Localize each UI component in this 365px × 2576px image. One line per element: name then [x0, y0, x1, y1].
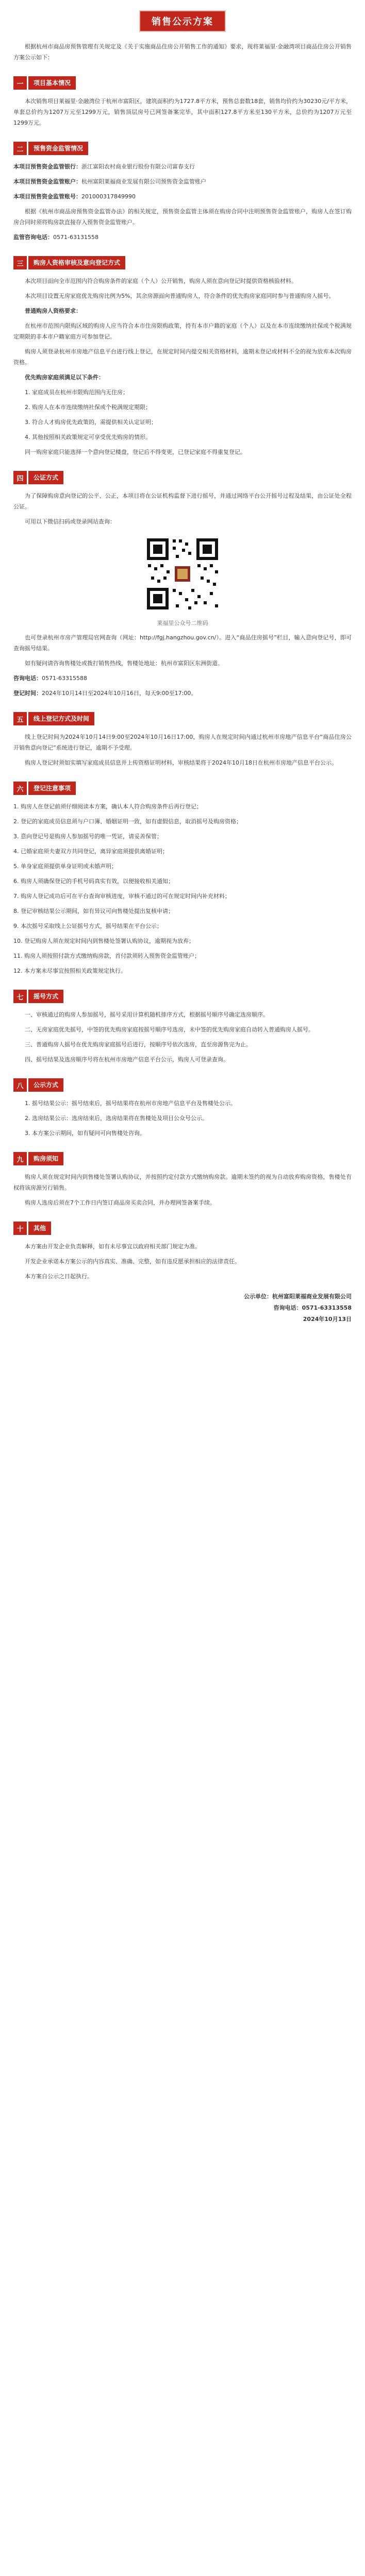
eligibility-list-item: 2. 购房人在本市连续缴纳社保或个税满规定期限；: [25, 404, 151, 411]
signature-phone: 咨询电话：0571-63313558: [273, 1304, 352, 1311]
notary-date-value: 2024年10月14日至2024年10月16日，每天9:00至17:00。: [42, 690, 197, 697]
notary-hotline: [13, 673, 352, 684]
notary-paragraph-2: 可用以下微信扫码或登录网站查询：: [25, 518, 115, 525]
section-title: 预售资金监管情况: [28, 142, 88, 155]
notary-paragraph-3: 也可登录杭州市房产管理局官网查询（网址：http://fgj.hangzhou.gov.cn/）。进入“商品住房摇号”栏目，输入意向登记号，即可查询摇号结果。: [13, 634, 352, 652]
supervision-paragraph: 根据《杭州市商品房预售资金监管办法》的相关规定，预售资金监管主体须在购房合同中注明预售资金监管账户，购房人在签订购房合同时须将购房款直接存入预售资金监管账户。: [13, 208, 352, 226]
eligibility-paragraph-6: 同一购房家庭只能选择一个意向登记楼盘，登记后不得变更，已登记家庭不得重复登记。: [25, 449, 246, 455]
supervision-account: [13, 176, 352, 187]
supervision-account-value: 杭州富阳莱福商业发展有限公司预售资金监管账户: [81, 178, 206, 185]
supervision-number-value: 201000317849990: [81, 193, 136, 200]
qr-caption: 莱福里公众号二维码: [157, 620, 208, 626]
notice-list-item: 8. 登记审核结果公示期间，如有异议可向售楼处提出复核申请；: [13, 908, 174, 914]
section-title: 摇号方式: [28, 990, 63, 1003]
section-title: 公示方式: [28, 1078, 63, 1092]
signature-date: 2024年10月13日: [303, 1316, 352, 1323]
section-number: 三: [13, 256, 27, 269]
eligibility-subtitle: 普通购房人资格要求：: [25, 308, 81, 314]
supervision-hotline-value: 0571-63131558: [53, 234, 98, 241]
notary-date-label: 登记时间：: [13, 690, 42, 697]
signature-block: [13, 1291, 352, 1325]
other-paragraph-1: 本方案由开发企业负责解释，如有未尽事宜以政府相关部门规定为准。: [25, 1243, 201, 1250]
supervision-hotline-label: 监管咨询电话：: [13, 234, 53, 241]
section-number: 八: [13, 1078, 27, 1092]
section-header-5: [13, 712, 352, 725]
banner-wrap: [13, 0, 352, 32]
notary-hotline-label: 咨询电话：: [13, 675, 42, 682]
other-paragraph-3: 本方案自公示之日起执行。: [25, 1273, 93, 1280]
section-header-8: [13, 1078, 352, 1092]
supervision-bank-value: 浙江富阳农村商业银行股份有限公司富春支行: [81, 163, 195, 170]
section-title: 购房人资格审核及意向登记方式: [28, 256, 125, 269]
purchase-notice-paragraph-1: 购房人须在规定时间内到售楼处签署认购协议，并按照约定付款方式缴纳购房款。逾期未签约的视为自动放弃购房资格，售楼处有权将该房源另行销售。: [13, 1174, 352, 1191]
supervision-number-label: 本项目预售资金监管账号：: [13, 193, 81, 200]
section-number: 九: [13, 1152, 27, 1165]
notice-list-item: 1. 购房人在登记前须仔细阅读本方案，确认本人符合购房条件后再行登记；: [13, 803, 202, 810]
notice-list-item: 3. 意向登记号是购房人参加摇号的唯一凭证，请妥善保管；: [13, 833, 162, 840]
eligibility-paragraph-1: 本次项目面向全市范围内符合购房条件的家庭（个人）公开销售，购房人须在意向登记时提供资格核验材料。: [25, 278, 297, 284]
eligibility-list-item: 4. 其他按照相关政策规定可享受优先购房的情形。: [25, 434, 151, 440]
eligibility-list-item: 3. 符合人才购房优先政策的，需提供相关认定证明；: [25, 419, 157, 426]
intro-paragraph: 根据杭州市商品房预售管理有关规定及《关于实施商品住房公开销售工作的通知》要求，现将莱福里·金融湾项目商品住房公开销售方案公示如下：: [13, 43, 352, 61]
purchase-notice-paragraph-2: 购房人选房后须在7个工作日内签订商品房买卖合同，并办理网签备案手续。: [25, 1199, 215, 1206]
section-number: 一: [13, 76, 27, 90]
notice-list-item: 7. 购房人登记成功后可在平台查询审核进度，审核不通过的可在规定时间内补充材料；: [13, 893, 230, 900]
qr-code-icon[interactable]: [144, 535, 221, 613]
notice-list-item: 9. 本次摇号采取线上公证摇号方式，摇号结果在平台公示；: [13, 923, 162, 929]
section-header-9: [13, 1152, 352, 1165]
notary-paragraph-4: 如有疑问请咨询售楼处或拨打销售热线，售楼处地址：杭州市富阳区东洲街道。: [25, 660, 223, 667]
eligibility-paragraph-5: 优先购房家庭须满足以下条件：: [25, 374, 104, 381]
section-header-6: [13, 782, 352, 795]
supervision-hotline: [13, 232, 352, 243]
supervision-bank: [13, 161, 352, 172]
notice-list-item: 10. 登记购房人须在规定时间内到售楼处签署认购协议，逾期视为放弃；: [13, 938, 194, 944]
supervision-account-label: 本项目预售资金监管账户：: [13, 178, 81, 185]
lottery-paragraph-2: 二、无房家庭优先摇号，中签的优先购房家庭按摇号顺序号选房，未中签的优先购房家庭自动转入普通购房人摇号。: [25, 1026, 314, 1033]
section-header-10: [13, 1222, 352, 1235]
eligibility-paragraph-4: 购房人须登录杭州市房地产信息平台进行线上登记，在规定时间内提交相关资格材料，逾期未登记或材料不全的视为放弃本次购房资格。: [13, 348, 352, 366]
supervision-number: [13, 191, 352, 202]
publicity-paragraph-1: 1. 摇号结果公示：摇号结束后，摇号结果将在杭州市房地产信息平台及售楼处公示。: [25, 1100, 236, 1107]
project-info-paragraph: 本次销售项目莱福里·金融湾位于杭州市富阳区，建筑面积约为1727.8平方米，预售总套数18套，销售均价约为30230元/平方米，单套总价约为1207万元至1299万元，销售顶层房号已网签备案完毕，其中面积127.8平方米至130平方米，总价约为1207万元至1299万元。: [13, 98, 352, 126]
online-registration-paragraph-1: 线上登记时间为2024年10月14日9:00至2024年10月16日17:00，购房人在规定时间内通过杭州市房地产信息平台“商品住房公开销售意向登记”系统进行登记，逾期不予受理。: [13, 734, 352, 751]
section-header-1: [13, 76, 352, 90]
notary-paragraph-1: 为了保障购房意向登记的公平、公正，本项目将在公证机构监督下进行摇号，并通过网络平台公开摇号过程及结果，由公证处全程公证。: [13, 493, 352, 510]
lottery-paragraph-4: 四、摇号结果及选房顺序号将在杭州市房地产信息平台公示，购房人可登录查询。: [25, 1056, 229, 1063]
supervision-bank-label: 本项目预售资金监管银行：: [13, 163, 81, 170]
section-header-3: [13, 256, 352, 269]
publicity-paragraph-3: 3. 本方案公示期间，如有疑问可向售楼处咨询。: [25, 1130, 145, 1137]
section-number: 五: [13, 712, 27, 725]
notice-list-item: 5. 单身家庭须提供单身证明或未婚声明；: [13, 863, 117, 870]
notice-list-item: 11. 购房人须按照付款方式缴纳购房款，首付款须转入预售资金监管账户；: [13, 953, 200, 959]
section-number: 十: [13, 1222, 27, 1235]
section-title: 登记注意事项: [28, 782, 76, 795]
notice-list-item: 12. 本方案未尽事宜按照相关政策规定执行。: [13, 968, 126, 974]
banner-title: 销售公示方案: [139, 10, 226, 32]
notice-list-item: 4. 已婚家庭须夫妻双方共同登记，离异家庭须提供离婚证明；: [13, 848, 168, 855]
qr-block: [13, 535, 352, 627]
section-title: 线上登记方式及时间: [28, 712, 94, 725]
section-number: 七: [13, 990, 27, 1003]
section-number: 四: [13, 471, 27, 484]
eligibility-paragraph-2: 本次项目设置无房家庭优先购房比例为5%，其余房源面向普通购房人，符合条件的优先购房家庭同时参与普通购房人摇号。: [25, 293, 335, 299]
notary-hotline-value: 0571-63315588: [42, 675, 87, 682]
lottery-paragraph-3: 三、普通购房人摇号在优先购房家庭摇号后进行，按顺序号依次选房，直至房源售完为止。: [25, 1041, 252, 1048]
section-title: 购房须知: [28, 1152, 63, 1165]
eligibility-list-item: 1. 家庭成员在杭州市限购范围内无住房；: [25, 389, 128, 396]
section-title: 公证方式: [28, 471, 63, 484]
notice-list-item: 2. 登记的家庭成员信息须与户口簿、婚姻证明一致，如有虚假信息，取消摇号及购房资格；: [13, 818, 242, 825]
section-number: 六: [13, 782, 27, 795]
signature-company: 公示单位：杭州富阳莱福商业发展有限公司: [244, 1293, 352, 1300]
publicity-paragraph-2: 2. 选房结果公示：选房结束后，选房结果将在售楼处及项目公众号公示。: [25, 1115, 208, 1122]
other-paragraph-2: 开发企业承诺本方案公示的内容真实、准确、完整，如有违反愿承担相应的法律责任。: [25, 1258, 240, 1265]
eligibility-paragraph-3: 在杭州市范围内限购区域的购房人应当符合本市住房限购政策，持有本市户籍的家庭（个人）以及在本市连续缴纳社保或个税满规定期限的非本市户籍家庭方可参加登记。: [13, 323, 352, 340]
notice-list-item: 6. 购房人须确保登记的手机号码真实有效，以便接收相关通知；: [13, 878, 174, 885]
section-number: 二: [13, 142, 27, 155]
section-title: 其他: [28, 1222, 51, 1235]
section-header-4: [13, 471, 352, 484]
lottery-paragraph-1: 一、审核通过的购房人参加摇号，摇号采用计算机随机排序方式，根据摇号顺序号确定选房顺序。: [25, 1011, 269, 1018]
section-title: 项目基本情况: [28, 76, 76, 90]
online-registration-paragraph-2: 购房人登记时须如实填写家庭成员信息并上传资格证明材料，审核结果将于2024年10月18日在杭州市房地产信息平台公示。: [25, 759, 337, 766]
section-header-7: [13, 990, 352, 1003]
notary-date: [13, 688, 352, 699]
section-header-2: [13, 142, 352, 155]
